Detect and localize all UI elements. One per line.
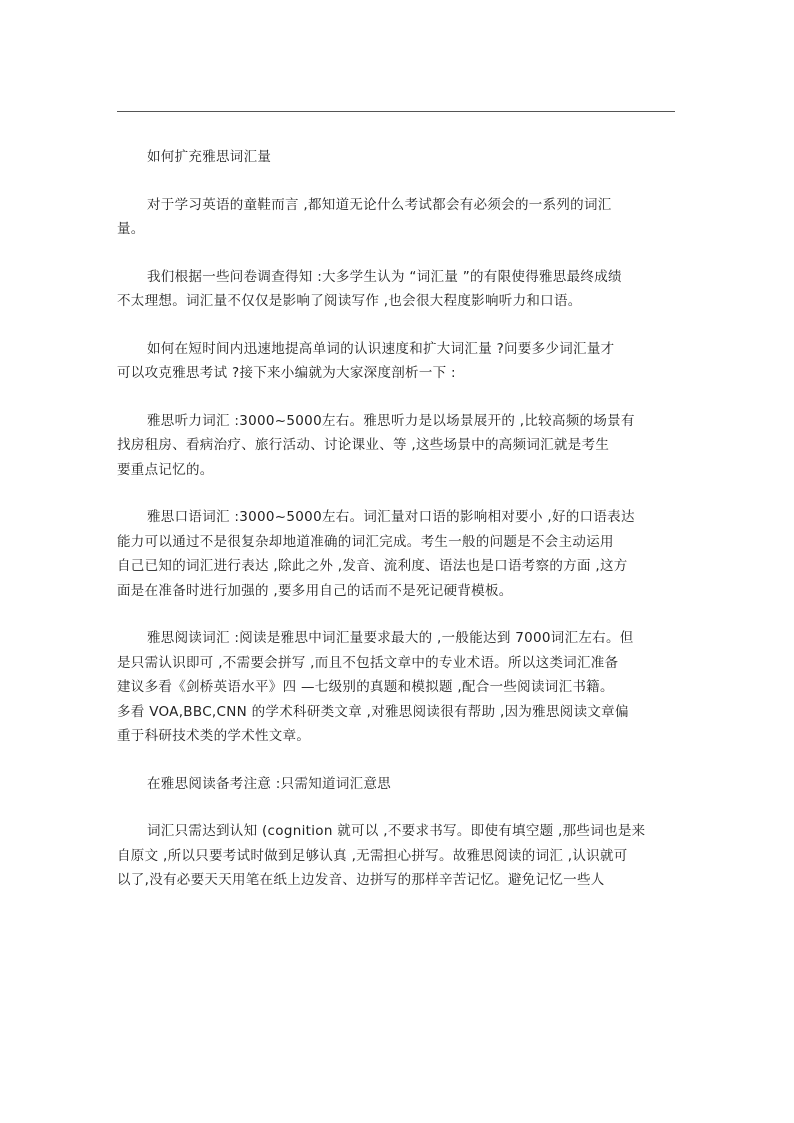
text-line: 雅思阅读词汇 :阅读是雅思中词汇量要求最大的 ,一般能达到 7000词汇左右。但 [147, 630, 634, 646]
text-line: 在雅思阅读备考注意 :只需知道词汇意思 [147, 775, 392, 792]
text-line: 自己已知的词汇进行表达 ,除此之外 ,发音、流利度、语法也是口语考察的方面 ,这方 [117, 558, 628, 574]
text-line: 雅思口语词汇 :3000~5000左右。词汇量对口语的影响相对要小 ,好的口语表达 [147, 509, 635, 525]
paragraph-listening [117, 409, 677, 483]
paragraph-reading [117, 626, 677, 749]
text-line: 可以攻克雅思考试 ?接下来小编就为大家深度剖析一下 : [117, 365, 456, 381]
text-line: 能力可以通过不是很复杂却地道准确的词汇完成。考生一般的问题是不会主动运用 [117, 533, 614, 550]
header-rule [117, 111, 675, 112]
paragraph-speaking [117, 505, 677, 603]
doc-title [117, 145, 677, 170]
paragraph-1 [117, 193, 677, 242]
title-text: 如何扩充雅思词汇量 [147, 149, 272, 165]
text-line: 自原文 ,所以只要考试时做到足够认真 ,无需担心拼写。故雅思阅读的词汇 ,认识就可 [117, 847, 628, 864]
text-line: 词汇只需达到认知 (cognition 就可以 ,不要求书写。即使有填空题 ,那些词也是来 [147, 823, 646, 839]
text-line: 面是在准备时进行加强的 ,要多用自己的话而不是死记硬背模板。 [117, 582, 513, 599]
paragraph-cognition [117, 819, 677, 893]
text-line: 量。 [117, 221, 145, 237]
text-line: 要重点记忆的。 [117, 461, 214, 478]
paragraph-3 [117, 337, 677, 386]
paragraph-2 [117, 265, 677, 314]
text-line: 建议多看《剑桥英语水平》四 —七级别的真题和模拟题 ,配合一些阅读词汇书籍。 [117, 679, 614, 695]
document-body [117, 145, 677, 916]
text-line: 找房租房、看病治疗、旅行活动、讨论课业、等 ,这些场景中的高频词汇就是考生 [117, 437, 610, 453]
text-line: 如何在短时间内迅速地提高单词的认识速度和扩大词汇量 ?问要多少词汇量才 [147, 340, 615, 357]
paragraph-reading-note [117, 772, 677, 797]
text-line: 以了,没有必要天天用笔在纸上边发音、边拼写的那样辛苦记忆。避免记忆一些人 [117, 872, 605, 888]
text-line: 是只需认识即可 ,不需要会拼写 ,而且不包括文章中的专业术语。所以这类词汇准备 [117, 654, 619, 671]
text-line: 我们根据一些问卷调查得知 :大多学生认为 “词汇量 ”的有限使得雅思最终成绩 [147, 268, 622, 285]
text-line: 对于学习英语的童鞋而言 ,都知道无论什么考试都会有必须会的一系列的词汇 [147, 196, 612, 213]
text-line: 不太理想。词汇量不仅仅是影响了阅读写作 ,也会很大程度影响听力和口语。 [117, 293, 582, 309]
text-line: 多看 VOA,BBC,CNN 的学术科研类文章 ,对雅思阅读很有帮助 ,因为雅思阅读文章偏 [117, 703, 629, 720]
text-line: 重于科研技术类的学术性文章。 [117, 728, 311, 744]
text-line: 雅思听力词汇 :3000~5000左右。雅思听力是以场景展开的 ,比较高频的场景有 [147, 412, 635, 429]
